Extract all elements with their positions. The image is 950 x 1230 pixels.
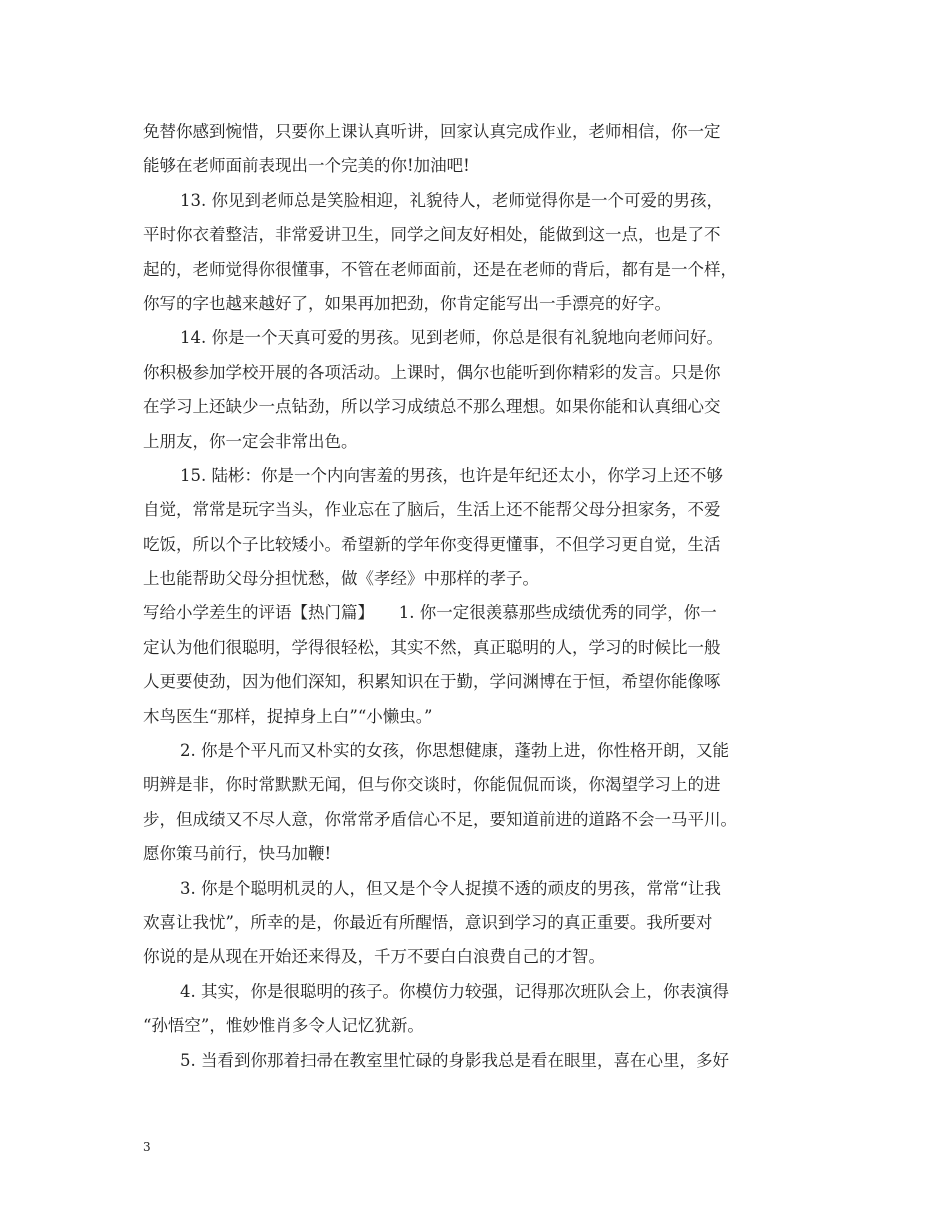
text-line: 起的，老师觉得你很懂事，不管在老师面前，还是在老师的背后，都有是一个样， — [143, 259, 737, 279]
text-line: 你说的是从现在开始还来得及，千万不要白白浪费自己的才智。 — [143, 947, 605, 967]
text-line: 上也能帮助父母分担忧愁，做《孝经》中那样的孝子。 — [143, 569, 539, 589]
text-line: 上朋友，你一定会非常出色。 — [143, 431, 358, 451]
document-body — [143, 115, 823, 1078]
text-line: 免替你感到惋惜，只要你上课认真听讲，回家认真完成作业，老师相信，你一定 — [143, 122, 721, 141]
section-heading-line: 写给小学差生的评语【热门篇】 1. 你一定很羡慕那些成绩优秀的同学，你一 — [143, 603, 717, 623]
text-line: 欢喜让我忧”，所幸的是，你最近有所醒悟，意识到学习的真正重要。我所要对 — [143, 912, 713, 932]
text-line: 15. 陆彬：你是一个内向害羞的男孩，也许是年纪还太小，你学习上还不够 — [180, 465, 723, 485]
text-line: 吃饭，所以个子比较矮小。希望新的学年你变得更懂事，不但学习更自觉，生活 — [143, 534, 721, 554]
text-line: 4. 其实，你是很聪明的孩子。你模仿力较强，记得那次班队会上，你表演得 — [180, 981, 729, 1001]
text-line: 能够在老师面前表现出一个完美的你!加油吧! — [143, 156, 470, 176]
text-line: 2. 你是个平凡而又朴实的女孩，你思想健康，蓬勃上进，你性格开朗，又能 — [180, 741, 729, 761]
page-number: 3 — [143, 1140, 151, 1154]
text-line: 木鸟医生“那样，捉掉身上白”“小懒虫。” — [143, 706, 433, 726]
text-line: 你写的字也越来越好了，如果再加把劲，你肯定能写出一手漂亮的好字。 — [143, 293, 671, 313]
text-line: 5. 当看到你那着扫帚在教室里忙碌的身影我总是看在眼里，喜在心里，多好 — [180, 1050, 729, 1070]
text-line: 14. 你是一个天真可爱的男孩。见到老师，你总是很有礼貌地向老师问好。 — [180, 328, 723, 348]
text-line: 13. 你见到老师总是笑脸相迎，礼貌待人，老师觉得你是一个可爱的男孩， — [180, 190, 723, 210]
text-line: 明辨是非，你时常默默无闻，但与你交谈时，你能侃侃而谈，你渴望学习上的进 — [143, 775, 721, 795]
text-line: 人更要使劲，因为他们深知，积累知识在于勤，学问渊博在于恒，希望你能像啄 — [143, 672, 721, 692]
text-line: 步，但成绩又不尽人意，你常常矛盾信心不足，要知道前进的道路不会一马平川。 — [143, 809, 737, 829]
text-line: 定认为他们很聪明，学得很轻松，其实不然，真正聪明的人，学习的时候比一般 — [143, 637, 721, 657]
text-line: 你积极参加学校开展的各项活动。上课时，偶尔也能听到你精彩的发言。只是你 — [143, 362, 721, 382]
text-line: 平时你衣着整洁，非常爱讲卫生，同学之间友好相处，能做到这一点，也是了不 — [143, 225, 721, 245]
text-line: “孙悟空”，惟妙惟肖多令人记忆犹新。 — [143, 1016, 424, 1036]
text-line: 愿你策马前行，快马加鞭! — [143, 844, 332, 864]
text-line: 自觉，常常是玩字当头，作业忘在了脑后，生活上还不能帮父母分担家务，不爱 — [143, 500, 721, 520]
text-line: 在学习上还缺少一点钻劲，所以学习成绩总不那么理想。如果你能和认真细心交 — [143, 397, 721, 417]
text-line: 3. 你是个聪明机灵的人，但又是个令人捉摸不透的顽皮的男孩，常常“让我 — [180, 878, 721, 898]
